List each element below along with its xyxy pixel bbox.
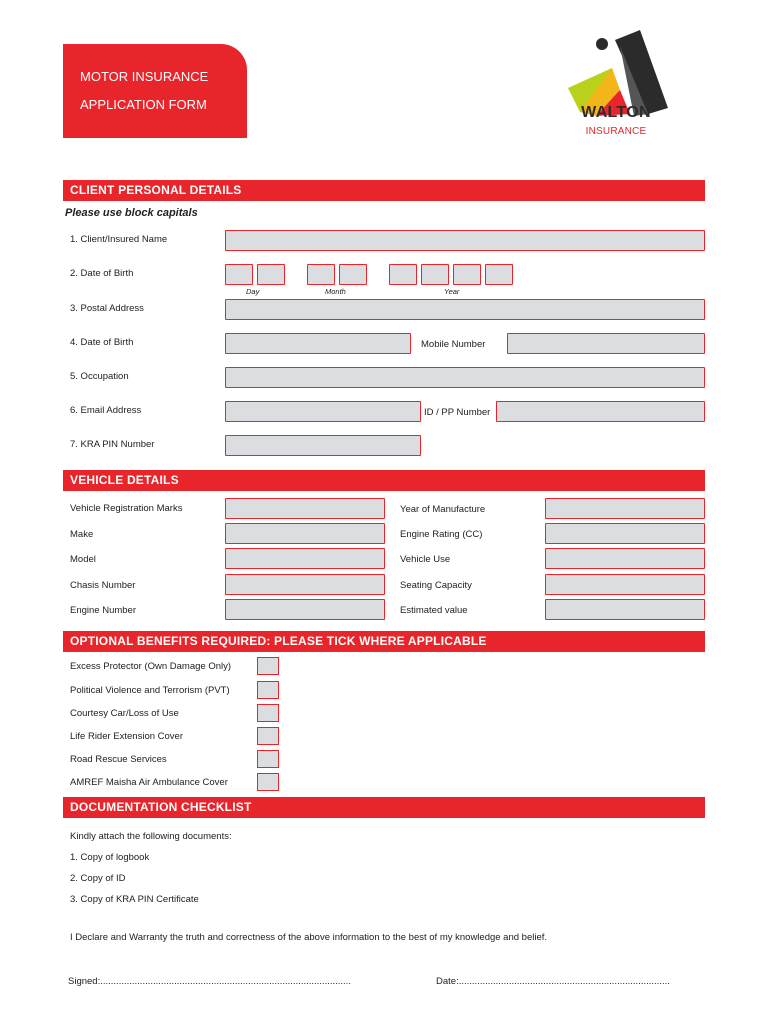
vehicle-reg-input[interactable]	[225, 498, 385, 519]
docs-item-id: 2. Copy of ID	[70, 873, 126, 884]
date-line[interactable]: Date:................................................................................	[436, 976, 670, 987]
benefit-label-road-rescue: Road Rescue Services	[70, 754, 167, 765]
year-manufacture-label: Year of Manufacture	[400, 504, 486, 515]
seating-capacity-label: Seating Capacity	[400, 580, 472, 591]
vehicle-section-header: VEHICLE DETAILS	[63, 470, 705, 491]
vehicle-use-input[interactable]	[545, 548, 705, 569]
form-title-line2: APPLICATION FORM	[80, 97, 207, 112]
benefit-checkbox-amref[interactable]	[257, 773, 279, 791]
kra-pin-input[interactable]	[225, 435, 421, 456]
benefit-label-amref: AMREF Maisha Air Ambulance Cover	[70, 777, 228, 788]
year-manufacture-input[interactable]	[545, 498, 705, 519]
dob-label: 2. Date of Birth	[70, 268, 134, 279]
form-title-line1: MOTOR INSURANCE	[80, 69, 209, 84]
mobile-input[interactable]	[507, 333, 705, 354]
idpp-label: ID / PP Number	[424, 407, 491, 418]
docs-item-kra: 3. Copy of KRA PIN Certificate	[70, 894, 199, 905]
dob2-label: 4. Date of Birth	[70, 337, 134, 348]
vehicle-use-label: Vehicle Use	[400, 554, 451, 565]
mobile-label: Mobile Number	[421, 339, 486, 350]
chassis-input[interactable]	[225, 574, 385, 595]
postal-address-input[interactable]	[225, 299, 705, 320]
month-label: Month	[325, 287, 346, 296]
docs-section-header: DOCUMENTATION CHECKLIST	[63, 797, 705, 818]
dob-year-3[interactable]	[453, 264, 481, 285]
dob-month-2[interactable]	[339, 264, 367, 285]
dob-month-1[interactable]	[307, 264, 335, 285]
postal-address-label: 3. Postal Address	[70, 303, 144, 314]
day-label: Day	[246, 287, 260, 296]
engine-number-label: Engine Number	[70, 605, 137, 616]
logo-subtitle: INSURANCE	[585, 126, 647, 137]
client-name-input[interactable]	[225, 230, 705, 251]
idpp-input[interactable]	[496, 401, 705, 422]
estimated-value-input[interactable]	[545, 599, 705, 620]
make-input[interactable]	[225, 523, 385, 544]
benefit-label-pvt: Political Violence and Terrorism (PVT)	[70, 685, 230, 696]
benefit-checkbox-life-rider[interactable]	[257, 727, 279, 745]
benefit-label-excess: Excess Protector (Own Damage Only)	[70, 661, 232, 672]
dob-year-4[interactable]	[485, 264, 513, 285]
engine-rating-input[interactable]	[545, 523, 705, 544]
client-name-label: 1. Client/Insured Name	[70, 234, 168, 245]
title-banner	[63, 44, 247, 138]
docs-intro: Kindly attach the following documents:	[70, 831, 232, 842]
kra-pin-label: 7. KRA PIN Number	[70, 439, 155, 450]
estimated-value-label: Estimated value	[400, 605, 468, 616]
benefit-checkbox-excess[interactable]	[257, 657, 279, 675]
chassis-label: Chasis Number	[70, 580, 136, 591]
benefit-checkbox-pvt[interactable]	[257, 681, 279, 699]
engine-rating-label: Engine Rating (CC)	[400, 529, 483, 540]
engine-number-input[interactable]	[225, 599, 385, 620]
model-label: Model	[70, 554, 96, 565]
email-input[interactable]	[225, 401, 421, 422]
client-section-header: CLIENT PERSONAL DETAILS	[63, 180, 705, 201]
occupation-input[interactable]	[225, 367, 705, 388]
make-label: Make	[70, 529, 94, 540]
benefits-section-header: OPTIONAL BENEFITS REQUIRED: PLEASE TICK WHERE APPLICABLE	[63, 631, 705, 652]
occupation-label: 5. Occupation	[70, 371, 129, 382]
docs-item-logbook: 1. Copy of logbook	[70, 852, 150, 863]
vehicle-reg-label: Vehicle Registration Marks	[70, 503, 183, 514]
dob-year-1[interactable]	[389, 264, 417, 285]
logo-wordmark: WALTON	[581, 104, 651, 121]
dob-year-2[interactable]	[421, 264, 449, 285]
dob-day-2[interactable]	[257, 264, 285, 285]
signed-line[interactable]: Signed:...............................................................................................	[68, 976, 351, 987]
benefit-label-life-rider: Life Rider Extension Cover	[70, 731, 183, 742]
declaration-text: I Declare and Warranty the truth and correctness of the above information to the best of my knowledge and belief.	[70, 932, 548, 943]
year-label: Year	[444, 287, 460, 296]
dob-day-1[interactable]	[225, 264, 253, 285]
dob2-input[interactable]	[225, 333, 411, 354]
model-input[interactable]	[225, 548, 385, 569]
benefit-checkbox-courtesy[interactable]	[257, 704, 279, 722]
block-capitals-note: Please use block capitals	[65, 207, 198, 219]
benefit-label-courtesy: Courtesy Car/Loss of Use	[70, 708, 179, 719]
email-label: 6. Email Address	[70, 405, 142, 416]
seating-capacity-input[interactable]	[545, 574, 705, 595]
benefit-checkbox-road-rescue[interactable]	[257, 750, 279, 768]
